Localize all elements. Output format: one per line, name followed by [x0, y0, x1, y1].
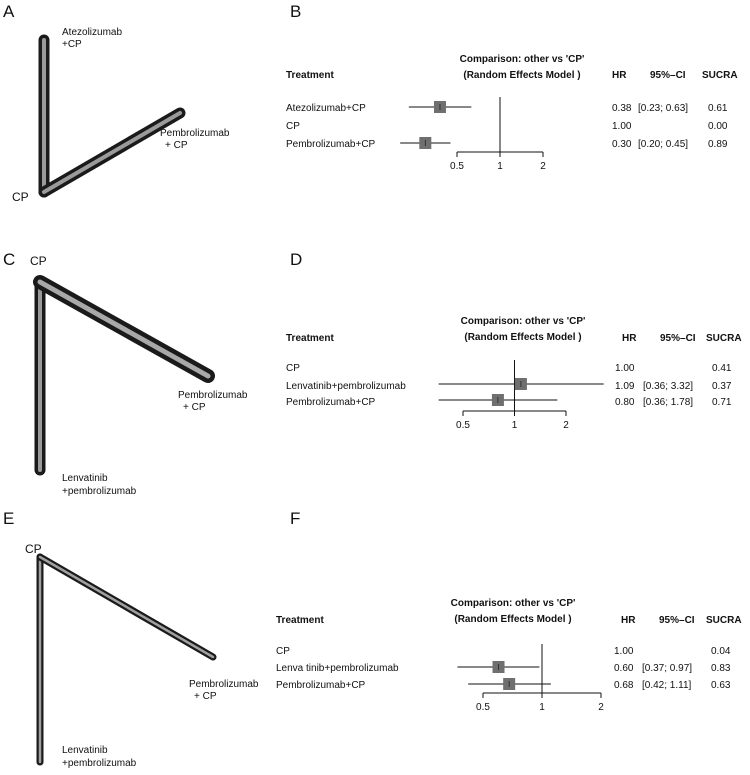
node-label-pembrolizumab: Pembrolizumab: [178, 390, 248, 401]
panel-letter-c: C: [3, 250, 16, 269]
panel-letter-b: B: [290, 2, 302, 21]
header-hr: HR: [612, 70, 627, 81]
row-sucra: 0.04: [711, 646, 731, 657]
network-edge: [40, 282, 208, 376]
row-sucra: 0.89: [708, 139, 728, 150]
row-ci: [0.23; 0.63]: [638, 103, 689, 114]
forest-title: Comparison: other vs 'CP': [450, 598, 576, 609]
panel-letter-f: F: [290, 509, 301, 528]
row-hr: 0.30: [612, 139, 632, 150]
forest-plot-area: [400, 97, 546, 172]
header-treatment: Treatment: [286, 70, 334, 81]
header-treatment: Treatment: [286, 333, 334, 344]
row-treatment: Pembrolizumab+CP: [286, 397, 376, 408]
row-ci: [0.36; 1.78]: [643, 397, 694, 408]
row-sucra: 0.41: [712, 363, 732, 374]
header-ci: 95%–CI: [650, 70, 686, 81]
node-label-cp: CP: [30, 254, 47, 268]
row-hr: 0.80: [615, 397, 635, 408]
row-treatment: Lenva tinib+pembrolizumab: [276, 663, 399, 674]
header-sucra: SUCRA: [702, 70, 738, 81]
x-tick-label: 0.5: [476, 702, 490, 713]
row-ci: [0.42; 1.11]: [642, 680, 692, 691]
forest-title: Comparison: other vs 'CP': [459, 54, 585, 65]
forest-d: [286, 316, 742, 431]
x-tick-label: 2: [563, 420, 569, 431]
forest-f: [276, 598, 742, 713]
row-hr: 0.68: [614, 680, 634, 691]
node-label-cp: CP: [25, 542, 42, 556]
header-sucra: SUCRA: [706, 615, 742, 626]
node-label-pembrolizumab-line2: + CP: [183, 402, 206, 413]
row-ci: [0.36; 3.32]: [643, 381, 694, 392]
forest-b: [286, 54, 738, 172]
forest-plot-area: [457, 644, 604, 713]
row-sucra: 0.83: [711, 663, 731, 674]
node-label-atezolizumab-line2: +CP: [62, 39, 82, 50]
node-label-cp: CP: [12, 190, 29, 204]
network-a: [12, 27, 230, 204]
panel-letter-d: D: [290, 250, 303, 269]
node-label-lenvatinib: Lenvatinib: [62, 745, 108, 756]
row-hr: 1.00: [615, 363, 635, 374]
x-tick-label: 2: [598, 702, 604, 713]
forest-title: Comparison: other vs 'CP': [460, 316, 586, 327]
node-label-pembrolizumab: Pembrolizumab: [160, 128, 230, 139]
network-edge: [44, 113, 180, 192]
row-hr: 0.60: [614, 663, 634, 674]
panel-letter-a: A: [3, 2, 15, 21]
row-hr: 1.00: [614, 646, 634, 657]
row-ci: [0.37; 0.97]: [642, 663, 693, 674]
node-label-lenvatinib-line2: +pembrolizumab: [62, 486, 137, 497]
row-sucra: 0.63: [711, 680, 731, 691]
x-tick-label: 1: [511, 420, 518, 431]
forest-subtitle: (Random Effects Model ): [463, 70, 581, 81]
x-tick-label: 0.5: [450, 161, 464, 172]
row-treatment: CP: [286, 363, 300, 374]
node-label-pembrolizumab-line2: + CP: [165, 140, 188, 151]
row-hr: 1.00: [612, 121, 632, 132]
panel-letter-e: E: [3, 509, 15, 528]
header-sucra: SUCRA: [706, 333, 742, 344]
row-treatment: Pembrolizumab+CP: [276, 680, 366, 691]
row-sucra: 0.61: [708, 103, 728, 114]
row-ci: [0.20; 0.45]: [638, 139, 689, 150]
x-tick-label: 1: [497, 161, 503, 172]
row-sucra: 0.37: [712, 381, 732, 392]
row-treatment: Pembrolizumab+CP: [286, 139, 376, 150]
header-hr: HR: [621, 615, 636, 626]
x-tick-label: 2: [540, 161, 546, 172]
row-treatment: CP: [276, 646, 290, 657]
header-hr: HR: [622, 333, 637, 344]
row-sucra: 0.00: [708, 121, 728, 132]
x-tick-label: 0.5: [456, 420, 470, 431]
forest-subtitle: (Random Effects Model ): [464, 332, 582, 343]
header-ci: 95%–CI: [660, 333, 696, 344]
header-ci: 95%–CI: [659, 615, 695, 626]
forest-plot-area: [439, 360, 604, 431]
node-label-atezolizumab: Atezolizumab: [62, 27, 123, 38]
row-hr: 0.38: [612, 103, 632, 114]
network-edge: [40, 557, 213, 657]
row-treatment: Atezolizumab+CP: [286, 103, 366, 114]
row-sucra: 0.71: [712, 397, 732, 408]
header-treatment: Treatment: [276, 615, 324, 626]
forest-subtitle: (Random Effects Model ): [454, 614, 572, 625]
node-label-pembrolizumab-line2: + CP: [194, 691, 217, 702]
node-label-lenvatinib: Lenvatinib: [62, 473, 108, 484]
network-e: [25, 542, 259, 769]
node-label-lenvatinib-line2: +pembrolizumab: [62, 758, 137, 769]
node-label-pembrolizumab: Pembrolizumab: [189, 679, 259, 690]
network-c: [30, 254, 248, 497]
row-hr: 1.09: [615, 381, 635, 392]
row-treatment: CP: [286, 121, 300, 132]
x-tick-label: 1: [539, 702, 545, 713]
row-treatment: Lenvatinib+pembrolizumab: [286, 381, 406, 392]
